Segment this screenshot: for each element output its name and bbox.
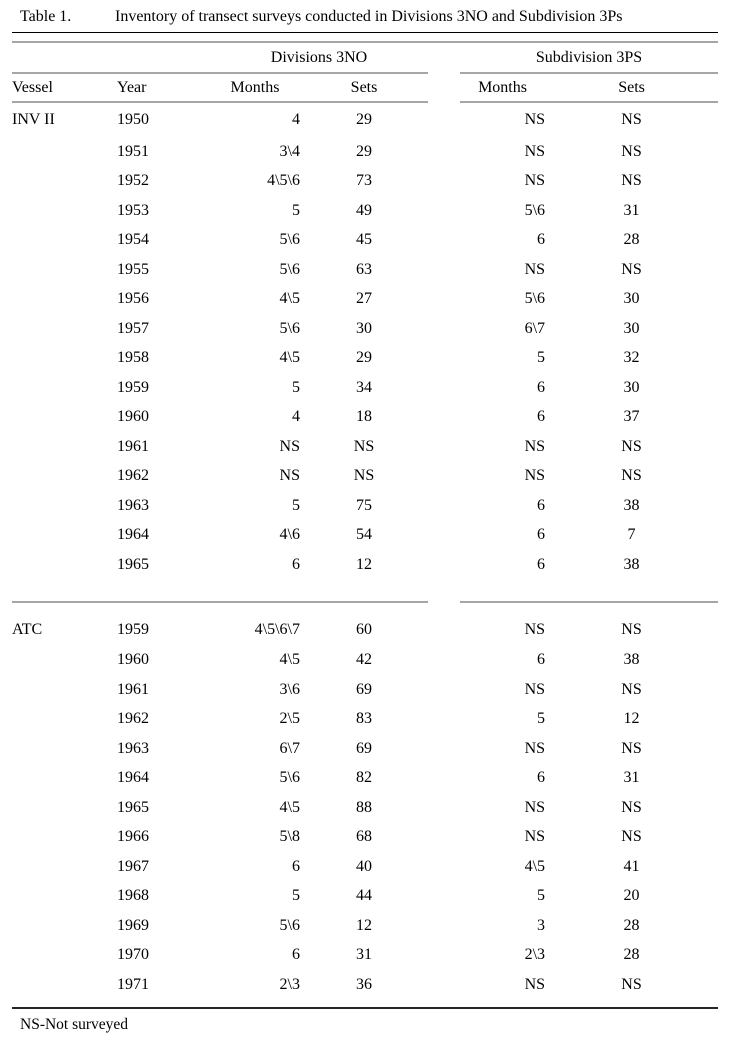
- sets-3no-cell: 31: [356, 946, 372, 964]
- months-3ps-cell: 6: [537, 651, 546, 669]
- year-cell: 1964: [117, 526, 149, 544]
- sets-3no-cell: 73: [356, 172, 372, 190]
- months-3ps-cell: NS: [524, 437, 546, 455]
- gap-cell: [428, 646, 460, 676]
- year-cell: 1950: [117, 111, 149, 128]
- sets-3ps-cell: NS: [621, 798, 642, 816]
- gap-cell: [428, 196, 460, 226]
- footnote: NS-Not surveyed: [20, 1015, 129, 1033]
- column-gap: [428, 73, 460, 102]
- sets-3no-cell: 27: [356, 290, 372, 308]
- months-3ps-cell: 6: [537, 555, 546, 573]
- group-header-subdivision-3ps: Subdivision 3PS: [460, 43, 718, 73]
- gap-cell: [428, 255, 460, 285]
- sets-3ps-cell: 38: [623, 496, 640, 514]
- gap-cell: [428, 373, 460, 403]
- sets-3no-cell: 40: [356, 857, 372, 875]
- sets-3ps-cell: 28: [623, 231, 640, 249]
- year-cell: 1961: [117, 437, 149, 455]
- table-body: [12, 102, 718, 1008]
- sets-3no-cell: 82: [356, 769, 372, 787]
- table-row: [12, 646, 718, 676]
- months-3ps-cell: 6\7: [524, 319, 546, 337]
- months-3ps-cell: NS: [524, 828, 546, 846]
- months-3ps-cell: 5\6: [524, 201, 546, 219]
- column-header-row: [12, 73, 718, 102]
- vessel-cell: [12, 882, 117, 912]
- sets-3ps-cell: 32: [623, 349, 640, 367]
- table-row: [12, 550, 718, 580]
- year-cell: 1960: [117, 651, 149, 669]
- table-row: [12, 432, 718, 462]
- months-3ps-cell: 6: [537, 496, 546, 514]
- months-3ps-cell: NS: [524, 975, 546, 993]
- months-3no-cell: 4\5: [279, 798, 300, 816]
- table-row: [12, 614, 718, 646]
- months-3no-cell: 6: [292, 857, 300, 875]
- vessel-cell: [12, 734, 117, 764]
- sets-3no-cell: 34: [356, 378, 372, 396]
- sets-3ps-cell: NS: [621, 142, 642, 160]
- sets-3no-cell: 29: [356, 142, 372, 160]
- sets-3ps-cell: [545, 580, 718, 602]
- months-3no-cell: 4\5: [279, 651, 300, 669]
- months-3no-cell: 2\3: [279, 975, 300, 993]
- sets-3no-cell: 75: [356, 496, 372, 514]
- vessel-cell: [12, 580, 117, 602]
- vessel-cell: [12, 432, 117, 462]
- months-3ps-cell: 5: [537, 349, 546, 367]
- months-3no-cell: 5: [292, 887, 300, 905]
- group-header-spacer: [117, 43, 210, 73]
- table-row: [12, 285, 718, 315]
- table-row: [12, 403, 718, 433]
- gap-cell: [428, 705, 460, 735]
- sets-3ps-cell: NS: [621, 680, 642, 698]
- months-3ps-cell: NS: [524, 798, 546, 816]
- months-3ps-cell: 5: [537, 887, 546, 905]
- vessel-cell: [12, 675, 117, 705]
- group-header-spacer: [12, 43, 117, 73]
- sets-3no-cell: 42: [356, 651, 372, 669]
- gap-cell: [428, 550, 460, 580]
- gap-cell: [428, 491, 460, 521]
- table-row: [12, 823, 718, 853]
- gap-cell: [428, 852, 460, 882]
- vessel-cell: [12, 226, 117, 256]
- table-row: [12, 970, 718, 1000]
- months-3ps-cell: NS: [524, 172, 546, 190]
- vessel-cell: [12, 196, 117, 226]
- year-cell: 1954: [117, 231, 149, 249]
- gap-cell: [428, 941, 460, 971]
- gap-cell: [428, 344, 460, 374]
- gap-cell: [428, 314, 460, 344]
- table-row: [12, 137, 718, 167]
- sets-3ps-cell: NS: [621, 111, 642, 128]
- months-3ps-cell: NS: [524, 111, 546, 128]
- months-3no-cell: 5\6: [279, 319, 300, 337]
- sets-3no-cell: 60: [356, 620, 372, 638]
- table-row: [12, 941, 718, 971]
- table-row: [12, 793, 718, 823]
- vessel-cell: INV II: [12, 111, 55, 128]
- months-3ps-cell: [460, 602, 545, 614]
- sets-3no-cell: 69: [356, 680, 372, 698]
- sets-3no-cell: 12: [356, 916, 372, 934]
- months-3ps-cell: 5: [537, 710, 546, 728]
- gap-cell: [428, 285, 460, 315]
- year-cell: 1965: [117, 798, 149, 816]
- months-3no-cell: 4: [292, 408, 300, 426]
- year-cell: 1961: [117, 680, 149, 698]
- table-row: [12, 852, 718, 882]
- gap-cell: [428, 462, 460, 492]
- gap-cell: [428, 793, 460, 823]
- months-3no-cell: NS: [279, 437, 300, 455]
- sets-3no-cell: 54: [356, 526, 372, 544]
- sets-3no-cell: [300, 580, 428, 602]
- year-cell: 1962: [117, 467, 149, 485]
- months-3no-cell: 4\5: [279, 290, 300, 308]
- table-row: [12, 226, 718, 256]
- gap-cell: [428, 970, 460, 1000]
- year-cell: 1964: [117, 769, 149, 787]
- vessel-cell: [12, 1000, 117, 1008]
- sets-3no-cell: 68: [356, 828, 372, 846]
- months-3no-cell: 6: [292, 555, 300, 573]
- year-cell: [117, 580, 210, 602]
- vessel-cell: [12, 602, 117, 614]
- year-cell: 1956: [117, 290, 149, 308]
- sets-3ps-cell: 12: [623, 710, 640, 728]
- months-3no-cell: NS: [279, 467, 300, 485]
- sets-3ps-cell: NS: [621, 437, 642, 455]
- months-3no-cell: 5\6: [279, 769, 300, 787]
- year-cell: 1959: [117, 378, 149, 396]
- sets-3ps-cell: 28: [623, 916, 640, 934]
- column-header-months-3ps: Months: [460, 73, 545, 102]
- table-row: [12, 167, 718, 197]
- year-cell: 1959: [117, 620, 149, 638]
- months-3no-cell: 4: [292, 111, 300, 128]
- table-row: [12, 911, 718, 941]
- sets-3ps-cell: 31: [623, 201, 640, 219]
- column-header-months-3no: Months: [210, 73, 300, 102]
- months-3ps-cell: [460, 580, 545, 602]
- sets-3no-cell: 49: [356, 201, 372, 219]
- table-caption: [0, 0, 730, 26]
- months-3ps-cell: 3: [537, 916, 546, 934]
- table-row: [12, 196, 718, 226]
- year-cell: 1958: [117, 349, 149, 367]
- sets-3no-cell: 12: [356, 555, 372, 573]
- sets-3no-cell: 63: [356, 260, 372, 278]
- vessel-cell: [12, 491, 117, 521]
- gap-cell: [428, 882, 460, 912]
- months-3no-cell: 6\7: [279, 739, 300, 757]
- sets-3no-cell: 69: [356, 739, 372, 757]
- vessel-cell: [12, 344, 117, 374]
- months-3no-cell: 5: [292, 201, 300, 219]
- table-tail-space: [12, 1000, 718, 1008]
- sets-3ps-cell: NS: [621, 739, 642, 757]
- sets-3no-cell: 18: [356, 408, 372, 426]
- gap-cell: [428, 911, 460, 941]
- vessel-cell: [12, 373, 117, 403]
- sets-3ps-cell: 30: [623, 378, 640, 396]
- sets-3ps-cell: 28: [623, 946, 640, 964]
- vessel-cell: [12, 941, 117, 971]
- year-cell: 1960: [117, 408, 149, 426]
- gap-cell: [428, 226, 460, 256]
- sets-3no-cell: NS: [353, 437, 375, 455]
- year-cell: 1952: [117, 172, 149, 190]
- months-3no-cell: 5\6: [279, 260, 300, 278]
- sets-3ps-cell: 38: [623, 555, 640, 573]
- months-3no-cell: 2\5: [279, 710, 300, 728]
- gap-cell: [428, 102, 460, 137]
- sets-3no-cell: 45: [356, 231, 372, 249]
- column-header-sets-3ps: Sets: [545, 73, 718, 102]
- year-cell: 1953: [117, 201, 149, 219]
- months-3no-cell: 4\5: [279, 349, 300, 367]
- year-cell: 1951: [117, 142, 149, 160]
- table-row: [12, 521, 718, 551]
- sets-3ps-cell: 7: [627, 526, 636, 544]
- vessel-cell: [12, 550, 117, 580]
- year-cell: 1963: [117, 496, 149, 514]
- section-separator-rule: [12, 580, 718, 602]
- vessel-cell: [12, 911, 117, 941]
- gap-cell: [428, 764, 460, 794]
- sets-3no-cell: 30: [356, 319, 372, 337]
- gap-cell: [428, 167, 460, 197]
- months-3no-cell: 3\4: [279, 142, 300, 160]
- table-row: [12, 344, 718, 374]
- year-cell: 1962: [117, 710, 149, 728]
- year-cell: 1967: [117, 857, 149, 875]
- months-3ps-cell: 6: [537, 408, 546, 426]
- table-row: [12, 705, 718, 735]
- column-gap: [428, 43, 460, 73]
- vessel-cell: [12, 852, 117, 882]
- months-3no-cell: 4\5\6: [267, 172, 300, 190]
- table-row: [12, 491, 718, 521]
- months-3no-cell: 5: [292, 378, 300, 396]
- year-cell: [117, 1000, 210, 1008]
- gap-cell: [428, 432, 460, 462]
- sets-3ps-cell: 41: [623, 857, 640, 875]
- months-3ps-cell: 6: [537, 231, 546, 249]
- table-row: [12, 882, 718, 912]
- months-3no-cell: 5\8: [279, 828, 300, 846]
- months-3no-cell: 3\6: [279, 680, 300, 698]
- months-3ps-cell: NS: [524, 620, 546, 638]
- vessel-cell: ATC: [12, 620, 43, 638]
- sets-3ps-cell: 37: [623, 408, 640, 426]
- months-3no-cell: 4\6: [279, 526, 300, 544]
- sets-3no-cell: 88: [356, 798, 372, 816]
- sets-3ps-cell: NS: [621, 467, 642, 485]
- year-cell: 1970: [117, 946, 149, 964]
- vessel-cell: [12, 521, 117, 551]
- table-row: [12, 675, 718, 705]
- gap-cell: [428, 580, 460, 602]
- table-row: [12, 102, 718, 137]
- months-3no-cell: 6: [292, 946, 300, 964]
- gap-cell: [428, 521, 460, 551]
- section-separator-space: [12, 602, 718, 614]
- vessel-cell: [12, 137, 117, 167]
- months-3ps-cell: NS: [524, 260, 546, 278]
- months-3no-cell: 5\6: [279, 916, 300, 934]
- sets-3no-cell: 83: [356, 710, 372, 728]
- vessel-cell: [12, 705, 117, 735]
- months-3ps-cell: NS: [524, 680, 546, 698]
- year-cell: 1955: [117, 260, 149, 278]
- sets-3ps-cell: [545, 1000, 718, 1008]
- months-3ps-cell: 5\6: [524, 290, 546, 308]
- vessel-cell: [12, 285, 117, 315]
- months-3no-cell: [210, 580, 300, 602]
- months-3ps-cell: NS: [524, 142, 546, 160]
- sets-3ps-cell: NS: [621, 828, 642, 846]
- table-row: [12, 255, 718, 285]
- gap-cell: [428, 614, 460, 646]
- sets-3ps-cell: [545, 602, 718, 614]
- gap-cell: [428, 734, 460, 764]
- year-cell: 1957: [117, 319, 149, 337]
- months-3ps-cell: 6: [537, 769, 546, 787]
- months-3ps-cell: 4\5: [524, 857, 546, 875]
- months-3no-cell: [210, 1000, 300, 1008]
- gap-cell: [428, 403, 460, 433]
- sets-3no-cell: 44: [356, 887, 372, 905]
- group-header-row: [12, 43, 718, 73]
- vessel-cell: [12, 462, 117, 492]
- gap-cell: [428, 675, 460, 705]
- months-3no-cell: 5: [292, 496, 300, 514]
- months-3ps-cell: NS: [524, 467, 546, 485]
- gap-cell: [428, 1000, 460, 1008]
- months-3ps-cell: 6: [537, 378, 546, 396]
- sets-3ps-cell: NS: [621, 975, 642, 993]
- table-number: Table 1.: [20, 8, 72, 25]
- sets-3ps-cell: 31: [623, 769, 640, 787]
- vessel-cell: [12, 764, 117, 794]
- months-3no-cell: [210, 602, 300, 614]
- gap-cell: [428, 137, 460, 167]
- column-header-year: Year: [117, 73, 210, 102]
- year-cell: 1965: [117, 555, 149, 573]
- year-cell: 1969: [117, 916, 149, 934]
- sets-3ps-cell: 20: [623, 887, 640, 905]
- vessel-cell: [12, 167, 117, 197]
- sets-3ps-cell: NS: [621, 620, 642, 638]
- year-cell: [117, 602, 210, 614]
- sets-3ps-cell: NS: [621, 260, 642, 278]
- months-3ps-cell: 2\3: [524, 946, 546, 964]
- months-3no-cell: 4\5\6\7: [254, 620, 300, 638]
- year-cell: 1971: [117, 975, 149, 993]
- table-title-text: Inventory of transect surveys conducted in Divisions 3NO and Subdivision 3Ps: [115, 8, 623, 25]
- sets-3ps-cell: 30: [623, 290, 640, 308]
- year-cell: 1966: [117, 828, 149, 846]
- months-3no-cell: 5\6: [279, 231, 300, 249]
- survey-inventory-table: [12, 43, 718, 1009]
- vessel-cell: [12, 970, 117, 1000]
- table-row: [12, 764, 718, 794]
- vessel-cell: [12, 823, 117, 853]
- year-cell: 1963: [117, 739, 149, 757]
- vessel-cell: [12, 255, 117, 285]
- table-row: [12, 462, 718, 492]
- column-header-vessel: Vessel: [12, 73, 117, 102]
- table-row: [12, 373, 718, 403]
- months-3ps-cell: [460, 1000, 545, 1008]
- gap-cell: [428, 602, 460, 614]
- sets-3ps-cell: 30: [623, 319, 640, 337]
- vessel-cell: [12, 403, 117, 433]
- months-3ps-cell: NS: [524, 739, 546, 757]
- table-row: [12, 734, 718, 764]
- months-3ps-cell: 6: [537, 526, 546, 544]
- group-header-divisions-3no: Divisions 3NO: [210, 43, 428, 73]
- sets-3no-cell: 29: [356, 349, 372, 367]
- vessel-cell: [12, 646, 117, 676]
- gap-cell: [428, 823, 460, 853]
- sets-3no-cell: NS: [353, 467, 375, 485]
- sets-3no-cell: 29: [356, 111, 372, 128]
- vessel-cell: [12, 314, 117, 344]
- sets-3no-cell: [300, 602, 428, 614]
- sets-3ps-cell: 38: [623, 651, 640, 669]
- vessel-cell: [12, 793, 117, 823]
- top-rule-black: [12, 32, 718, 33]
- sets-3ps-cell: NS: [621, 172, 642, 190]
- sets-3no-cell: [300, 1000, 428, 1008]
- table-row: [12, 314, 718, 344]
- sets-3no-cell: 36: [356, 975, 372, 993]
- year-cell: 1968: [117, 887, 149, 905]
- column-header-sets-3no: Sets: [300, 73, 428, 102]
